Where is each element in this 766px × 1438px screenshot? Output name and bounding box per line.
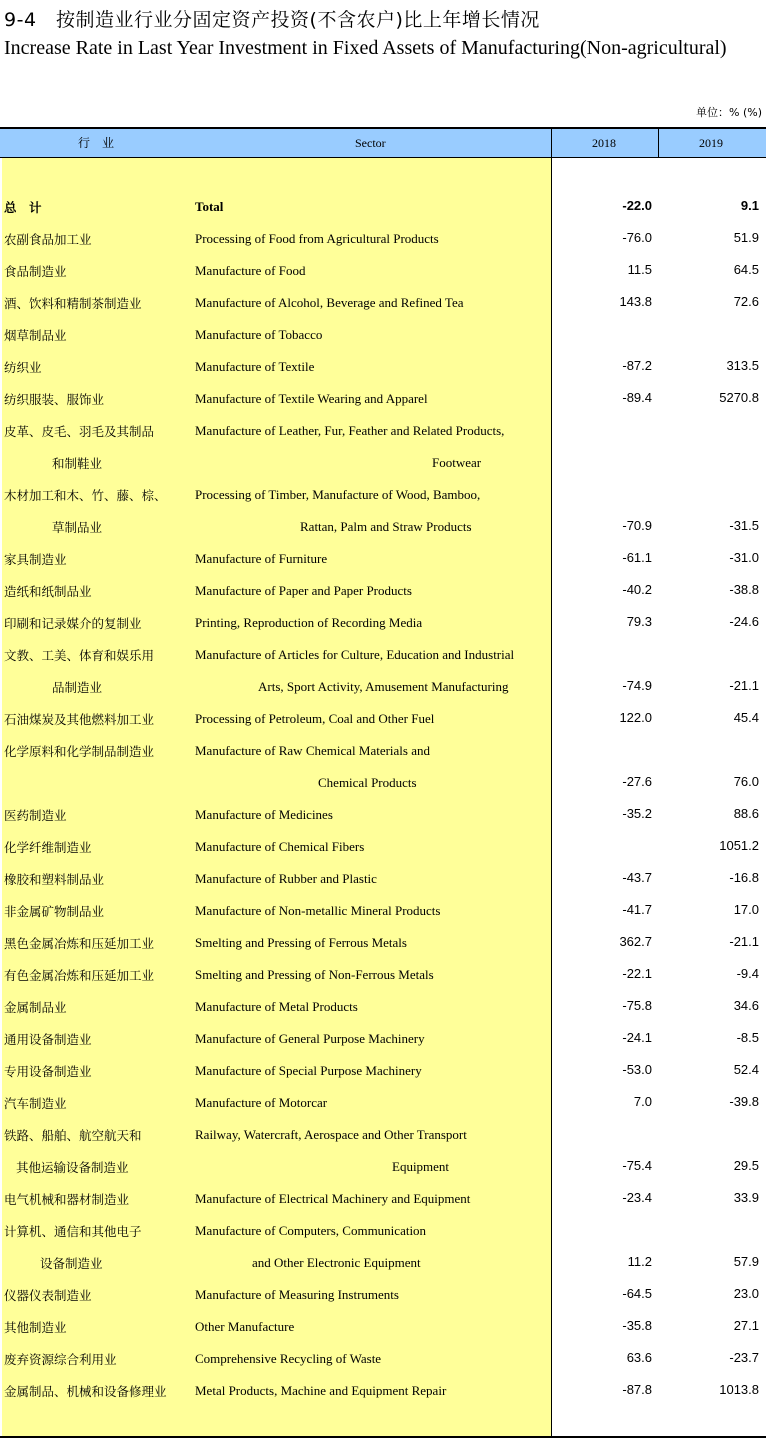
industry-cn: 专用设备制造业 [4, 1064, 92, 1079]
sector-en: Manufacture of Rubber and Plastic [195, 871, 377, 886]
sector-en: Processing of Petroleum, Coal and Other Fuel [195, 711, 435, 726]
header-industry-cn: 行 业 [78, 136, 115, 150]
table-row [0, 1086, 766, 1118]
industry-cn: 橡胶和塑料制品业 [4, 872, 105, 887]
value-2018: -40.2 [622, 582, 652, 597]
value-2019: 52.4 [733, 1062, 759, 1077]
sector-en-continued: Equipment [392, 1159, 450, 1174]
value-2018: 79.3 [626, 614, 652, 629]
sector-en: Manufacture of Chemical Fibers [195, 839, 365, 854]
header-sector: Sector [355, 136, 386, 150]
table-row [0, 1214, 766, 1278]
value-2019: -23.7 [729, 1350, 759, 1365]
table-row [0, 478, 766, 542]
industry-cn-continued: 其他运输设备制造业 [16, 1160, 129, 1175]
table-row [0, 1342, 766, 1374]
sector-en: Manufacture of Special Purpose Machinery [195, 1063, 422, 1078]
industry-cn: 印刷和记录媒介的复制业 [4, 616, 142, 631]
page-title-en: Increase Rate in Last Year Investment in Fixed Assets of Manufacturing(Non-agricultural) [4, 37, 727, 59]
sector-en: Smelting and Pressing of Non-Ferrous Metals [195, 967, 434, 982]
sector-en-continued: and Other Electronic Equipment [252, 1255, 421, 1270]
value-2018: -41.7 [622, 902, 652, 917]
sector-en: Manufacture of Measuring Instruments [195, 1287, 399, 1302]
industry-cn-continued: 设备制造业 [40, 1256, 103, 1271]
table-row [0, 990, 766, 1022]
sector-en: Manufacture of Non-metallic Mineral Products [195, 903, 441, 918]
industry-cn: 烟草制品业 [4, 328, 67, 343]
industry-cn: 纺织服装、服饰业 [4, 392, 105, 407]
table-row [0, 254, 766, 286]
industry-cn: 家具制造业 [4, 552, 67, 567]
sector-en: Manufacture of Paper and Paper Products [195, 583, 412, 598]
table-row [0, 542, 766, 574]
table-row [0, 350, 766, 382]
sector-en: Manufacture of Food [195, 263, 306, 278]
industry-cn: 石油煤炭及其他燃料加工业 [4, 712, 155, 727]
value-2018: 122.0 [619, 710, 652, 725]
sector-en: Manufacture of Computers, Communication [195, 1223, 427, 1238]
value-2019: 72.6 [733, 294, 759, 309]
value-2019: 1051.2 [719, 838, 759, 853]
header-year-divider [658, 128, 659, 157]
sector-en-continued: Footwear [432, 455, 482, 470]
value-2018: 362.7 [619, 934, 652, 949]
sector-en: Metal Products, Machine and Equipment Repair [195, 1383, 447, 1398]
table-row [0, 1278, 766, 1310]
sector-en: Other Manufacture [195, 1319, 295, 1334]
industry-cn: 皮革、皮毛、羽毛及其制品 [4, 424, 155, 439]
industry-cn: 铁路、船舶、航空航天和 [4, 1128, 142, 1143]
value-2019: 64.5 [733, 262, 759, 277]
value-2018: 63.6 [626, 1350, 652, 1365]
value-2019: -39.8 [729, 1094, 759, 1109]
table-row [0, 1022, 766, 1054]
sector-en: Processing of Food from Agricultural Products [195, 231, 439, 246]
unit-label: 单位：% (%) [696, 106, 762, 119]
value-2019: 57.9 [733, 1254, 759, 1269]
value-2019: 1013.8 [719, 1382, 759, 1397]
industry-cn: 废弃资源综合利用业 [4, 1352, 117, 1367]
value-2019: -9.4 [736, 966, 759, 981]
sector-en: Comprehensive Recycling of Waste [195, 1351, 382, 1366]
industry-cn: 汽车制造业 [4, 1096, 67, 1111]
sector-en: Manufacture of Leather, Fur, Feather and Related Products, [195, 423, 505, 438]
table-row [0, 894, 766, 926]
sector-en: Manufacture of Articles for Culture, Education and Industrial [195, 647, 515, 662]
sector-en: Manufacture of Furniture [195, 551, 328, 566]
value-2018: 11.5 [627, 262, 652, 277]
table-row [0, 318, 766, 350]
value-2019: 17.0 [733, 902, 759, 917]
table-row [0, 638, 766, 702]
value-2019: -16.8 [729, 870, 759, 885]
industry-cn: 计算机、通信和其他电子 [4, 1224, 142, 1239]
industry-cn: 文教、工美、体育和娱乐用 [4, 648, 155, 663]
value-2019: 45.4 [733, 710, 759, 725]
industry-cn: 黑色金属冶炼和压延加工业 [4, 936, 155, 951]
value-2019: -38.8 [729, 582, 759, 597]
value-2019: 313.5 [726, 358, 759, 373]
value-2018: -74.9 [622, 678, 652, 693]
value-2018: -23.4 [622, 1190, 652, 1205]
value-2019: -31.0 [729, 550, 759, 565]
value-2019: 51.9 [733, 230, 759, 245]
value-2019: 34.6 [733, 998, 759, 1013]
value-2018: -75.4 [622, 1158, 652, 1173]
table-row [0, 1310, 766, 1342]
value-2019: -24.6 [729, 614, 759, 629]
sector-en: Printing, Reproduction of Recording Media [195, 615, 423, 630]
industry-cn: 仪器仪表制造业 [4, 1288, 92, 1303]
sector-en: Manufacture of Motorcar [195, 1095, 328, 1110]
industry-cn: 金属制品业 [4, 1000, 67, 1015]
industry-cn-continued: 品制造业 [52, 680, 103, 695]
sector-en: Manufacture of Medicines [195, 807, 333, 822]
header-2018: 2018 [592, 136, 616, 150]
value-2018: -43.7 [622, 870, 652, 885]
sector-en: Manufacture of Alcohol, Beverage and Refined Tea [195, 295, 464, 310]
table-row [0, 798, 766, 830]
sector-en: Manufacture of Electrical Machinery and Equipment [195, 1191, 471, 1206]
industry-cn: 电气机械和器材制造业 [4, 1192, 130, 1207]
value-2019: 23.0 [733, 1286, 759, 1301]
table-row [0, 1374, 766, 1406]
sector-en: Manufacture of Textile [195, 359, 315, 374]
value-2018: -22.0 [622, 198, 652, 213]
value-2018: 143.8 [619, 294, 652, 309]
industry-cn: 金属制品、机械和设备修理业 [4, 1384, 167, 1399]
value-2019: 9.1 [740, 198, 759, 213]
value-2019: -21.1 [729, 934, 759, 949]
table-row [0, 382, 766, 414]
value-2019: -31.5 [729, 518, 759, 533]
table-row [0, 1182, 766, 1214]
industry-cn: 酒、饮料和精制茶制造业 [4, 296, 142, 311]
industry-cn: 化学纤维制造业 [4, 840, 92, 855]
industry-cn: 食品制造业 [4, 264, 67, 279]
industry-cn: 其他制造业 [4, 1320, 67, 1335]
table-row [0, 222, 766, 254]
sector-en: Manufacture of Tobacco [195, 327, 323, 342]
table-body [0, 190, 766, 1406]
table-row [0, 862, 766, 894]
industry-cn: 有色金属冶炼和压延加工业 [4, 968, 155, 983]
sector-en: Smelting and Pressing of Ferrous Metals [195, 935, 407, 950]
sector-en: Railway, Watercraft, Aerospace and Other Transport [195, 1127, 467, 1142]
sector-en: Processing of Timber, Manufacture of Wood, Bamboo, [195, 487, 481, 502]
sector-en: Manufacture of Raw Chemical Materials and [195, 743, 430, 758]
header-bottom-rule [0, 157, 766, 158]
table-row [0, 926, 766, 958]
sector-en-continued: Chemical Products [318, 775, 417, 790]
industry-cn-continued: 草制品业 [52, 520, 103, 535]
table-row [0, 574, 766, 606]
value-2018: -87.2 [622, 358, 652, 373]
table-row [0, 958, 766, 990]
value-2019: 27.1 [733, 1318, 759, 1333]
header-top-rule [0, 127, 766, 129]
table-row [0, 414, 766, 478]
sector-en: Total [195, 199, 224, 214]
value-2018: 11.2 [627, 1254, 652, 1269]
table-row [0, 734, 766, 798]
industry-cn: 通用设备制造业 [4, 1032, 92, 1047]
sector-en: Manufacture of Metal Products [195, 999, 358, 1014]
industry-cn-continued: 和制鞋业 [52, 456, 103, 471]
table-header [0, 128, 766, 157]
value-2018: -24.1 [622, 1030, 652, 1045]
header-2019: 2019 [699, 136, 723, 150]
value-2019: -8.5 [736, 1030, 759, 1045]
value-2019: -21.1 [729, 678, 759, 693]
sector-en: Manufacture of Textile Wearing and Apparel [195, 391, 428, 406]
value-2018: -70.9 [622, 518, 652, 533]
sector-en: Manufacture of General Purpose Machinery [195, 1031, 425, 1046]
industry-cn: 总 计 [4, 200, 42, 215]
industry-cn: 医药制造业 [4, 808, 67, 823]
value-2018: -35.8 [622, 1318, 652, 1333]
value-2018: -53.0 [622, 1062, 652, 1077]
value-2018: -76.0 [622, 230, 652, 245]
value-2018: -87.8 [622, 1382, 652, 1397]
value-2019: 29.5 [733, 1158, 759, 1173]
industry-cn: 木材加工和木、竹、藤、棕、 [4, 488, 167, 503]
table-row [0, 286, 766, 318]
table-row [0, 1118, 766, 1182]
value-2018: -27.6 [622, 774, 652, 789]
table-row [0, 702, 766, 734]
industry-cn: 造纸和纸制品业 [4, 584, 92, 599]
value-2018: -35.2 [622, 806, 652, 821]
value-2019: 76.0 [733, 774, 759, 789]
value-2018: -64.5 [622, 1286, 652, 1301]
page-title-cn: 9-4 按制造业行业分固定资产投资(不含农户)比上年增长情况 [4, 9, 540, 31]
value-2018: -75.8 [622, 998, 652, 1013]
industry-cn: 纺织业 [4, 360, 42, 375]
value-2018: 7.0 [633, 1094, 652, 1109]
sector-en-continued: Rattan, Palm and Straw Products [300, 519, 472, 534]
table-row [0, 830, 766, 862]
sector-en-continued: Arts, Sport Activity, Amusement Manufacturing [258, 679, 509, 694]
value-2018: -61.1 [622, 550, 652, 565]
industry-cn: 化学原料和化学制品制造业 [4, 744, 155, 759]
table-row [0, 190, 766, 222]
industry-cn: 农副食品加工业 [4, 232, 92, 247]
value-2018: -22.1 [622, 966, 652, 981]
value-2018: -89.4 [622, 390, 652, 405]
table-row [0, 606, 766, 638]
table-row [0, 1054, 766, 1086]
industry-cn: 非金属矿物制品业 [4, 904, 105, 919]
value-2019: 5270.8 [719, 390, 759, 405]
value-2019: 33.9 [733, 1190, 759, 1205]
value-2019: 88.6 [733, 806, 759, 821]
